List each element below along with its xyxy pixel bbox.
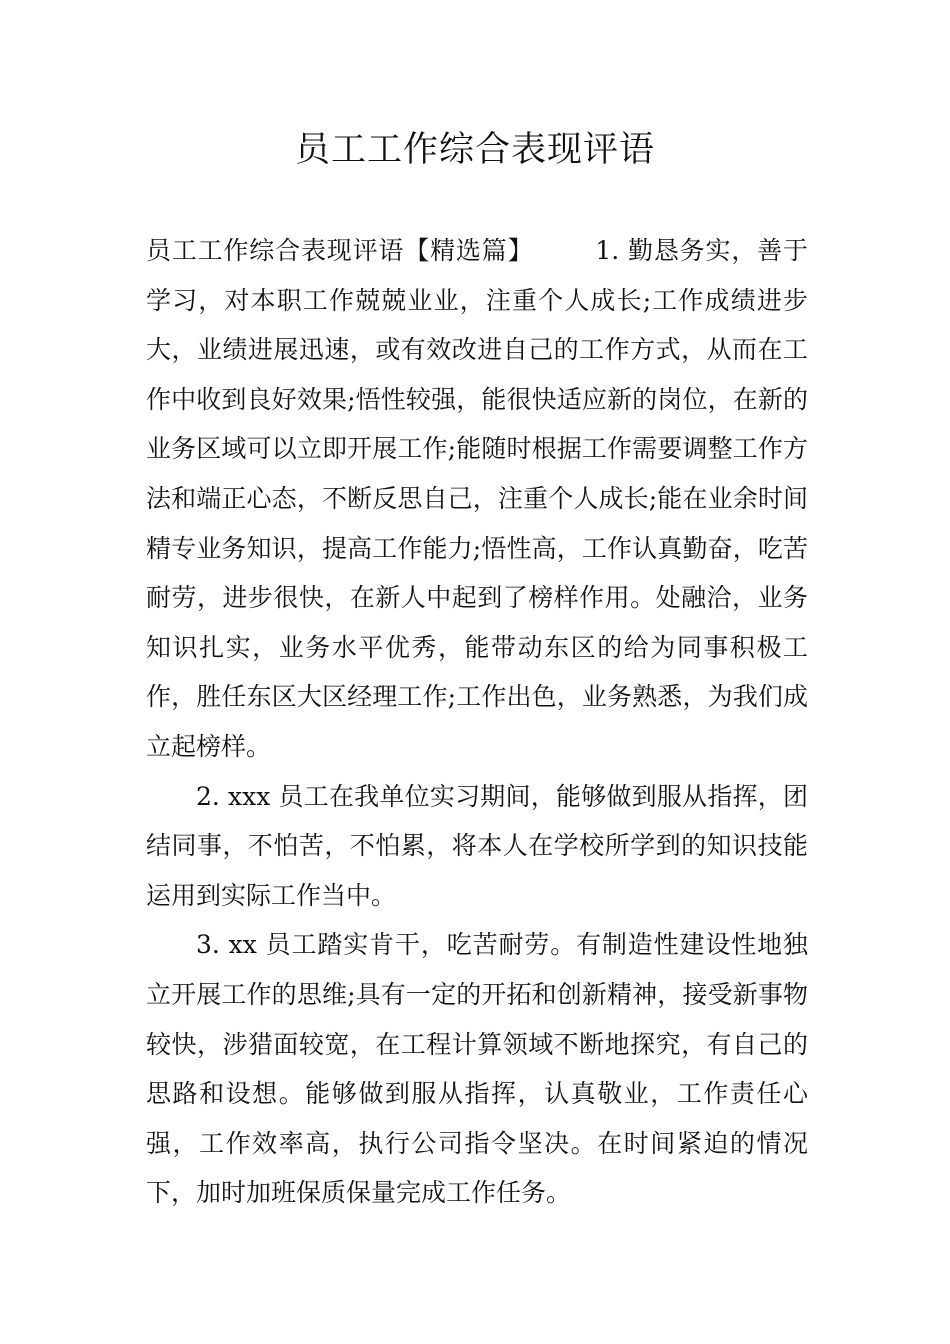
paragraph-1: [146, 226, 808, 772]
paragraph-2: 2. xxx 员工在我单位实习期间，能够做到服从指挥，团结同事，不怕苦，不怕累，将本人在学校所学到的知识技能运用到实际工作当中。: [146, 781, 808, 910]
paragraph-3: 3. xx 员工踏实肯干，吃苦耐劳。有制造性建设性地独立开展工作的思维;具有一定的开拓和创新精神，接受新事物较快，涉猎面较宽，在工程计算领域不断地探究，有自己的思路和设想。能够做到服从指挥，认真敬业，工作责任心强，工作效率高，执行公司指令坚决。在时间紧迫的情况下，加时加班保质保量完成工作任务。: [146, 930, 808, 1208]
document-title: 员工工作综合表现评语: [294, 130, 655, 170]
paragraph-1-text: 1. 勤恳务实，善于学习，对本职工作兢兢业业，注重个人成长;工作成绩进步大，业绩进展迅速，或有效改进自己的工作方式，从而在工作中收到良好效果;悟性较强，能很快适应新的岗位，在新的业务区域可以立即开展工作;能随时根据工作需要调整工作方法和端正心态，不断反思自己，注重个人成长;能在业余时间精专业务知识，提高工作能力;悟性高，工作认真勤奋，吃苦耐劳，进步很快，在新人中起到了榜样作用。处融洽，业务知识扎实，业务水平优秀，能带动东区的给为同事积极工作，胜任东区大区经理工作;工作出色，业务熟悉，为我们成立起榜样。: [146, 236, 808, 761]
paragraph-1-lead: 员工工作综合表现评语【精选篇】: [146, 236, 534, 265]
document-body: [146, 226, 808, 1218]
